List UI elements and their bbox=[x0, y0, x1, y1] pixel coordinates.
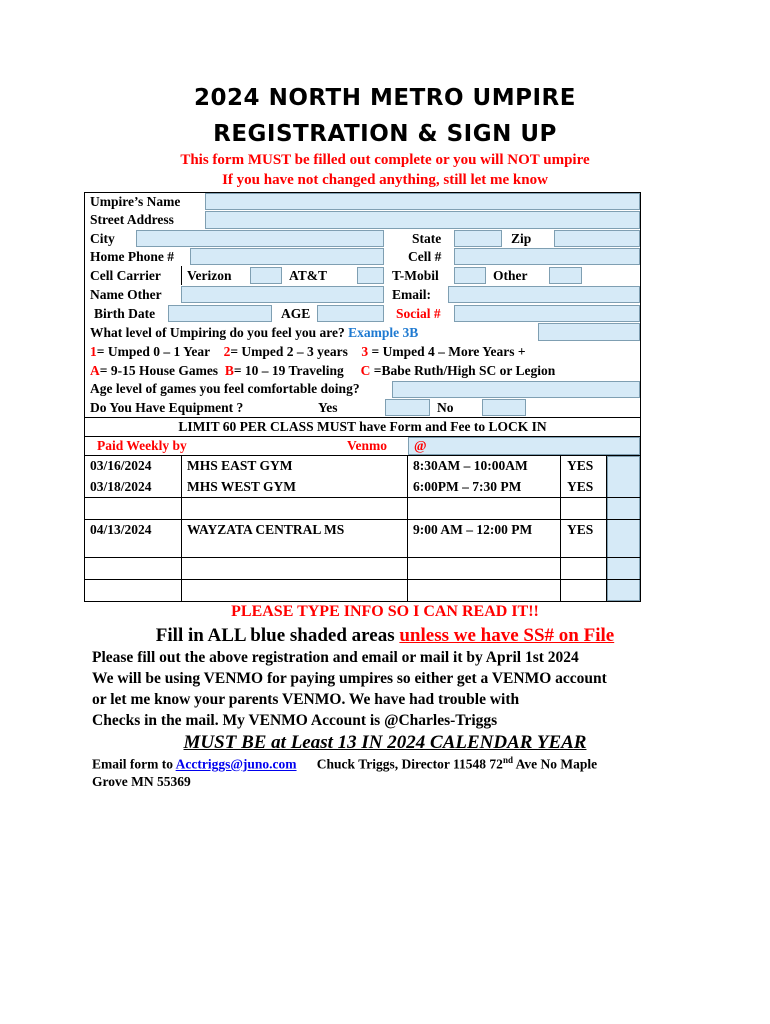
name-other-field[interactable] bbox=[181, 286, 384, 303]
tmobil-checkbox[interactable] bbox=[454, 267, 486, 284]
class-date: 03/16/2024 bbox=[90, 458, 152, 473]
city-label: City bbox=[90, 231, 115, 246]
notice-still-let-know: If you have not changed anything, still let me know bbox=[222, 172, 548, 188]
fill-in-underlined: unless we have SS# on File bbox=[399, 625, 615, 646]
instruction-line1: Please fill out the above registration and email or mail it by April 1st 2024 bbox=[92, 649, 579, 666]
tmobil-label: T-Mobil bbox=[392, 268, 439, 283]
page-title-line1: 2024 NORTH METRO UMPIRE bbox=[194, 85, 576, 111]
please-type-notice: PLEASE TYPE INFO SO I CAN READ IT!! bbox=[231, 603, 539, 620]
instruction-line2: We will be using VENMO for paying umpires so either get a VENMO account bbox=[92, 670, 607, 687]
verizon-label: Verizon bbox=[187, 268, 232, 283]
verizon-checkbox[interactable] bbox=[250, 267, 282, 284]
name-other-label: Name Other bbox=[90, 287, 162, 302]
instruction-line3: or let me know your parents VENMO. We have had trouble with bbox=[92, 691, 520, 708]
class-time: 8:30AM – 10:00AM bbox=[413, 458, 528, 473]
level3-number: 3 bbox=[361, 344, 369, 359]
equipment-yes-label: Yes bbox=[318, 400, 338, 415]
age-field[interactable] bbox=[317, 305, 384, 322]
cell-label: Cell # bbox=[408, 249, 442, 264]
limit-notice: LIMIT 60 PER CLASS MUST have Form and Fee to LOCK IN bbox=[178, 419, 547, 434]
class-time: 9:00 AM – 12:00 PM bbox=[413, 522, 533, 537]
gameC-text: =Babe Ruth/High SC or Legion bbox=[370, 363, 556, 378]
class-date: 04/13/2024 bbox=[90, 522, 152, 537]
equipment-no-label: No bbox=[437, 400, 454, 415]
instruction-line4: Checks in the mail. My VENMO Account is @Charles-Triggs bbox=[92, 712, 498, 729]
equipment-question: Do You Have Equipment ? bbox=[90, 400, 244, 415]
att-checkbox[interactable] bbox=[357, 267, 384, 284]
social-field[interactable] bbox=[454, 305, 640, 322]
gameB-letter: B bbox=[224, 363, 234, 378]
gameB-text: = 10 – 19 Traveling bbox=[233, 363, 344, 378]
class-time: 6:00PM – 7:30 PM bbox=[413, 479, 522, 494]
director-sup: nd bbox=[502, 755, 513, 765]
level2-text: = Umped 2 – 3 years bbox=[230, 344, 348, 359]
city-field[interactable] bbox=[136, 230, 384, 247]
level2-number: 2 bbox=[223, 344, 231, 359]
email-field[interactable] bbox=[448, 286, 640, 303]
zip-field[interactable] bbox=[554, 230, 640, 247]
class-status: YES bbox=[567, 479, 594, 494]
director-text: Chuck Triggs, Director 11548 72 bbox=[316, 756, 503, 772]
class-location: WAYZATA CENTRAL MS bbox=[187, 522, 345, 537]
umpire-name-field[interactable] bbox=[205, 193, 640, 210]
att-label: AT&T bbox=[289, 268, 328, 283]
home-phone-field[interactable] bbox=[190, 248, 384, 265]
state-label: State bbox=[412, 231, 442, 246]
state-field[interactable] bbox=[454, 230, 502, 247]
level-options bbox=[90, 343, 526, 360]
notice-must-complete: This form MUST be filled out complete or you will NOT umpire bbox=[180, 152, 590, 168]
class-status: YES bbox=[567, 458, 594, 473]
gameC-letter: C bbox=[360, 363, 371, 378]
email-link[interactable]: Acctriggs@juno.com bbox=[175, 756, 297, 772]
game-options bbox=[90, 362, 555, 379]
umpire-name-label: Umpire’s Name bbox=[90, 194, 181, 209]
director-suffix: Ave No Maple bbox=[512, 756, 598, 772]
level3-text: = Umped 4 – More Years + bbox=[368, 344, 526, 359]
level-field[interactable] bbox=[538, 323, 640, 341]
class-location: MHS WEST GYM bbox=[187, 479, 297, 494]
street-address-label: Street Address bbox=[90, 212, 174, 227]
level1-text: = Umped 0 – 1 Year bbox=[96, 344, 211, 359]
level-question-text: What level of Umpiring do you feel you are? bbox=[90, 325, 345, 340]
age-label: AGE bbox=[281, 306, 311, 321]
level1-number: 1 bbox=[90, 344, 97, 359]
age-level-question: Age level of games you feel comfortable doing? bbox=[90, 381, 360, 396]
class-location: MHS EAST GYM bbox=[187, 458, 293, 473]
paid-weekly-label: Paid Weekly by bbox=[97, 438, 187, 453]
class-date: 03/18/2024 bbox=[90, 479, 152, 494]
cell-field[interactable] bbox=[454, 248, 640, 265]
fill-in-prefix: Fill in ALL blue shaded areas bbox=[155, 625, 400, 646]
other-checkbox[interactable] bbox=[549, 267, 582, 284]
city-line: Grove MN 55369 bbox=[92, 774, 191, 789]
class-status: YES bbox=[567, 522, 594, 537]
venmo-label: Venmo bbox=[347, 438, 388, 453]
zip-label: Zip bbox=[511, 231, 532, 246]
gameA-text: = 9-15 House Games bbox=[99, 363, 219, 378]
birth-date-label: Birth Date bbox=[94, 306, 156, 321]
email-prefix: Email form to bbox=[92, 756, 176, 772]
age-requirement: MUST BE at Least 13 IN 2024 CALENDAR YEAR bbox=[183, 732, 587, 753]
home-phone-label: Home Phone # bbox=[90, 249, 174, 264]
email-label: Email: bbox=[392, 287, 431, 302]
street-address-field[interactable] bbox=[205, 211, 640, 229]
other-label: Other bbox=[493, 268, 528, 283]
venmo-field[interactable] bbox=[408, 437, 640, 455]
fill-in-notice bbox=[0, 625, 770, 647]
email-line bbox=[92, 755, 597, 773]
birth-date-field[interactable] bbox=[168, 305, 272, 322]
level-question bbox=[90, 324, 418, 341]
social-label: Social # bbox=[396, 306, 441, 321]
level-example: Example 3B bbox=[348, 325, 419, 340]
cell-carrier-label: Cell Carrier bbox=[90, 268, 161, 283]
equipment-yes-checkbox[interactable] bbox=[385, 399, 430, 416]
page-title-line2: REGISTRATION & SIGN UP bbox=[213, 121, 557, 147]
venmo-at-sign: @ bbox=[414, 438, 427, 453]
equipment-no-checkbox[interactable] bbox=[482, 399, 526, 416]
age-level-field[interactable] bbox=[392, 381, 640, 398]
gameA-letter: A bbox=[90, 363, 100, 378]
